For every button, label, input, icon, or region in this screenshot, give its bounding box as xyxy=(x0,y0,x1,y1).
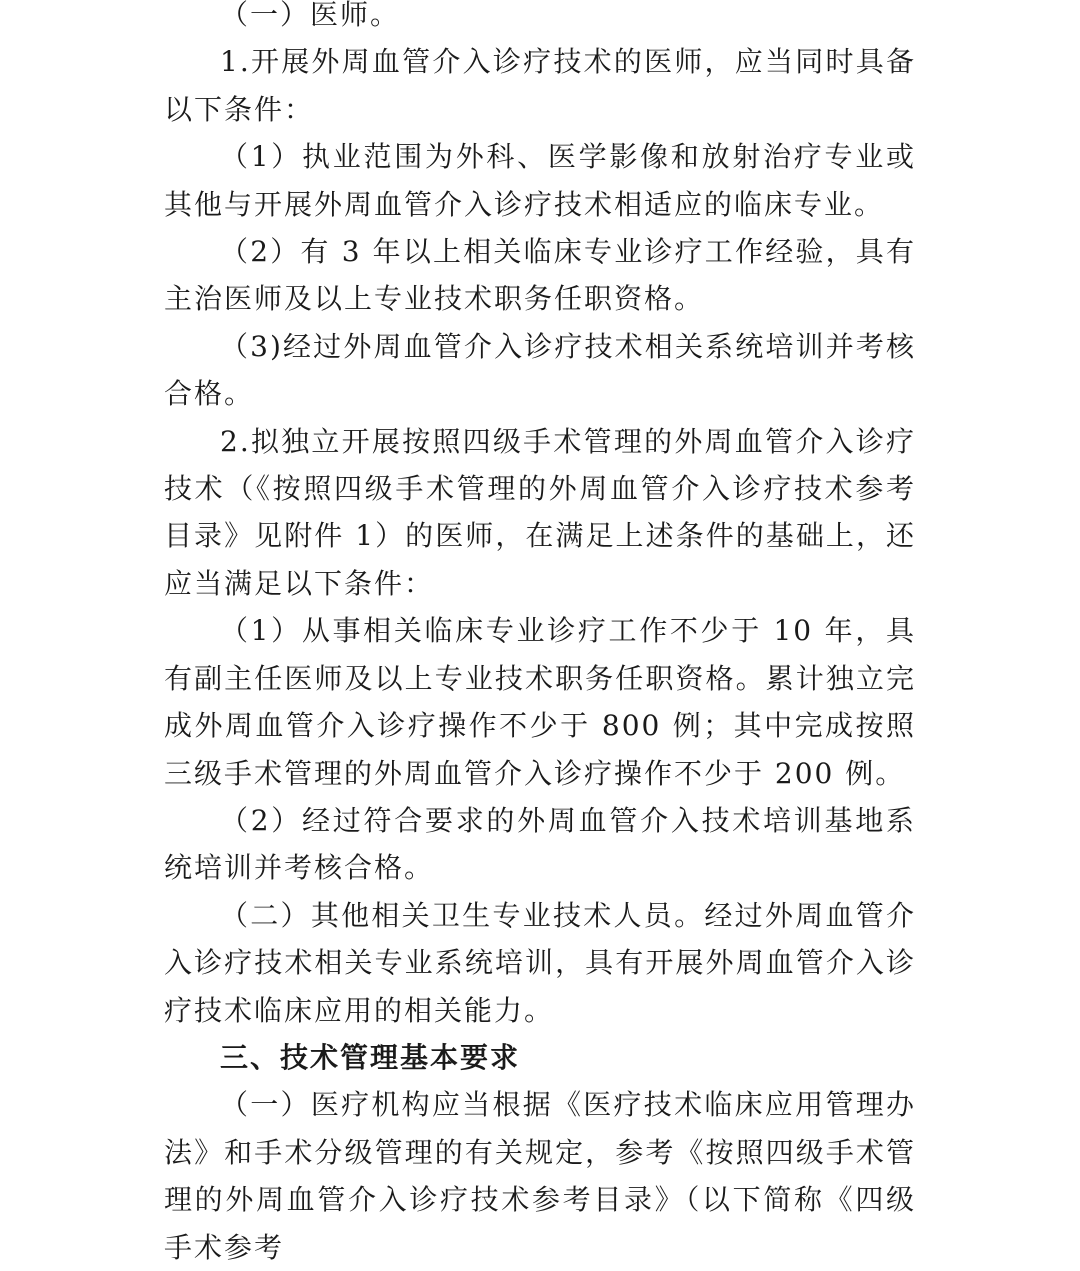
document-body xyxy=(164,0,916,1271)
section-other-staff: （二）其他相关卫生专业技术人员。经过外周血管介入诊疗技术相关专业系统培训，具有开展外周血管介入诊疗技术临床应用的相关能力。 xyxy=(164,898,916,1027)
item-2-1: （1）从事相关临床专业诊疗工作不少于 10 年，具有副主任医师及以上专业技术职务任职资格。累计独立完成外周血管介入诊疗操作不少于 800 例；其中完成按照三级手术管理的外周血管介入诊疗操作不少于 200 例。 xyxy=(164,614,916,790)
item-1-3: （3)经过外周血管介入诊疗技术相关系统培训并考核合格。 xyxy=(164,329,916,411)
item-1-intro: 1.开展外周血管介入诊疗技术的医师，应当同时具备以下条件： xyxy=(164,45,916,126)
section-3-heading: 三、技术管理基本要求 xyxy=(220,1040,521,1074)
item-1-1: （1）执业范围为外科、医学影像和放射治疗专业或其他与开展外周血管介入诊疗技术相适应的临床专业。 xyxy=(164,140,916,221)
section-3-item-1: （一）医疗机构应当根据《医疗技术临床应用管理办法》和手术分级管理的有关规定，参考《按照四级手术管理的外周血管介入诊疗技术参考目录》（以下简称《四级手术参考 xyxy=(164,1088,916,1264)
section-physician-heading: （一）医师。 xyxy=(220,0,401,31)
item-2-intro: 2.拟独立开展按照四级手术管理的外周血管介入诊疗技术（《按照四级手术管理的外周血管介入诊疗技术参考目录》见附件 1）的医师，在满足上述条件的基础上，还应当满足以下条件： xyxy=(164,424,916,600)
item-1-2: （2）有 3 年以上相关临床专业诊疗工作经验，具有主治医师及以上专业技术职务任职资格。 xyxy=(164,235,916,316)
item-2-2: （2）经过符合要求的外周血管介入技术培训基地系统培训并考核合格。 xyxy=(164,803,916,885)
